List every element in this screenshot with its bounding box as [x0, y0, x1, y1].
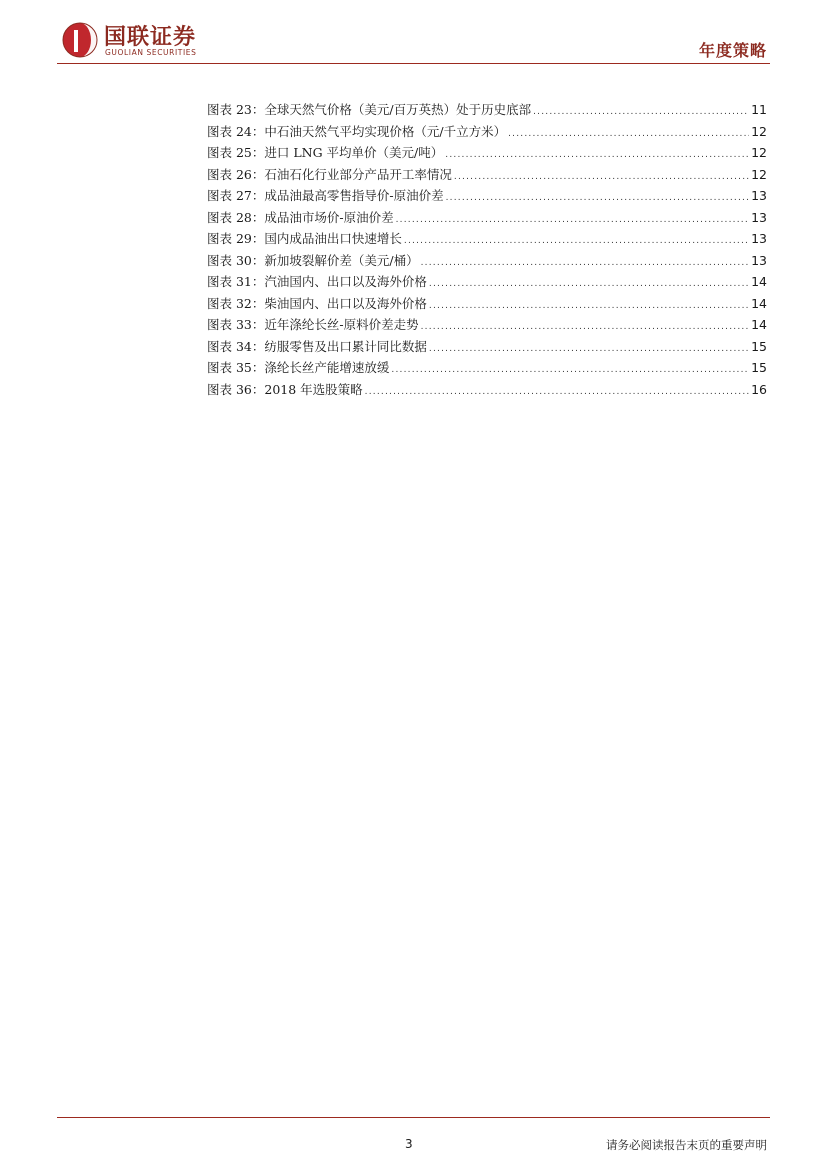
toc-entry-page[interactable]: 16: [751, 381, 767, 397]
toc-dot-leader: [404, 236, 749, 246]
toc-entry-label[interactable]: 图表 32：柴油国内、出口以及海外价格: [207, 295, 427, 311]
guolian-logo-icon: [60, 20, 100, 60]
toc-entry-page[interactable]: 12: [751, 145, 767, 160]
page-header: [0, 0, 827, 66]
toc-entry-page[interactable]: 12: [751, 166, 767, 182]
footer-divider: [57, 1117, 770, 1118]
toc-dot-leader: [429, 344, 749, 354]
toc-dot-leader: [454, 172, 749, 182]
table-of-figures: [207, 100, 767, 401]
toc-entry-page[interactable]: 13: [751, 252, 767, 268]
toc-entry-label[interactable]: 图表 27：成品油最高零售指导价-原油价差: [207, 188, 444, 203]
toc-entry-label[interactable]: 图表 34：纺服零售及出口累计同比数据: [207, 338, 427, 354]
toc-entry[interactable]: [207, 358, 767, 380]
toc-entry-label[interactable]: 图表 30：新加坡裂解价差（美元/桶）: [207, 252, 419, 268]
page-number: 3: [405, 1137, 413, 1151]
toc-dot-leader: [421, 322, 749, 332]
toc-dot-leader: [445, 150, 749, 160]
toc-entry-page[interactable]: 13: [751, 231, 767, 246]
toc-entry-label[interactable]: 图表 24：中石油天然气平均实现价格（元/千立方米）: [207, 123, 507, 139]
logo-chinese-text: 国联证券: [104, 25, 197, 50]
document-type-label: 年度策略: [698, 41, 767, 60]
toc-entry-label[interactable]: 图表 35：涤纶长丝产能增速放缓: [207, 360, 390, 375]
toc-entry-page[interactable]: 12: [751, 123, 767, 139]
toc-entry[interactable]: [207, 143, 767, 165]
toc-entry[interactable]: [207, 229, 767, 251]
toc-entry[interactable]: [207, 100, 767, 122]
toc-dot-leader: [396, 215, 749, 225]
toc-entry[interactable]: [207, 208, 767, 230]
toc-entry-page[interactable]: 14: [751, 317, 767, 332]
toc-entry-page[interactable]: 11: [751, 102, 767, 117]
toc-dot-leader: [391, 365, 749, 375]
toc-entry-page[interactable]: 14: [751, 274, 767, 289]
toc-entry-label[interactable]: 图表 33：近年涤纶长丝-原料价差走势: [207, 317, 419, 332]
toc-dot-leader: [429, 301, 749, 311]
toc-entry[interactable]: [207, 165, 767, 187]
toc-entry-page[interactable]: 15: [751, 360, 767, 375]
toc-entry-page[interactable]: 15: [751, 338, 767, 354]
toc-entry[interactable]: [207, 380, 767, 402]
toc-entry-label[interactable]: 图表 25：进口 LNG 平均单价（美元/吨）: [207, 145, 444, 160]
toc-entry-label[interactable]: 图表 31：汽油国内、出口以及海外价格: [207, 274, 427, 289]
toc-entry-label[interactable]: 图表 29：国内成品油出口快速增长: [207, 231, 402, 246]
toc-entry-page[interactable]: 14: [751, 295, 767, 311]
toc-dot-leader: [533, 107, 749, 117]
toc-entry[interactable]: [207, 294, 767, 316]
toc-entry-label[interactable]: 图表 26：石油石化行业部分产品开工率情况: [207, 166, 452, 182]
toc-dot-leader: [365, 387, 749, 397]
toc-dot-leader: [429, 279, 749, 289]
disclaimer-notice: 请务必阅读报告末页的重要声明: [606, 1138, 767, 1152]
toc-entry-page[interactable]: 13: [751, 209, 767, 225]
logo-english-text: GUOLIAN SECURITIES: [105, 48, 197, 57]
toc-dot-leader: [446, 193, 749, 203]
toc-entry[interactable]: [207, 186, 767, 208]
toc-entry[interactable]: [207, 272, 767, 294]
toc-dot-leader: [421, 258, 750, 268]
toc-entry-label[interactable]: 图表 23：全球天然气价格（美元/百万英热）处于历史底部: [207, 102, 532, 117]
toc-entry[interactable]: [207, 122, 767, 144]
toc-entry[interactable]: [207, 315, 767, 337]
toc-dot-leader: [508, 129, 749, 139]
toc-entry-label[interactable]: 图表 28：成品油市场价-原油价差: [207, 209, 394, 225]
toc-entry[interactable]: [207, 337, 767, 359]
toc-entry-page[interactable]: 13: [751, 188, 767, 203]
toc-entry-label[interactable]: 图表 36：2018 年选股策略: [207, 381, 363, 397]
header-divider: [57, 63, 770, 64]
toc-entry[interactable]: [207, 251, 767, 273]
